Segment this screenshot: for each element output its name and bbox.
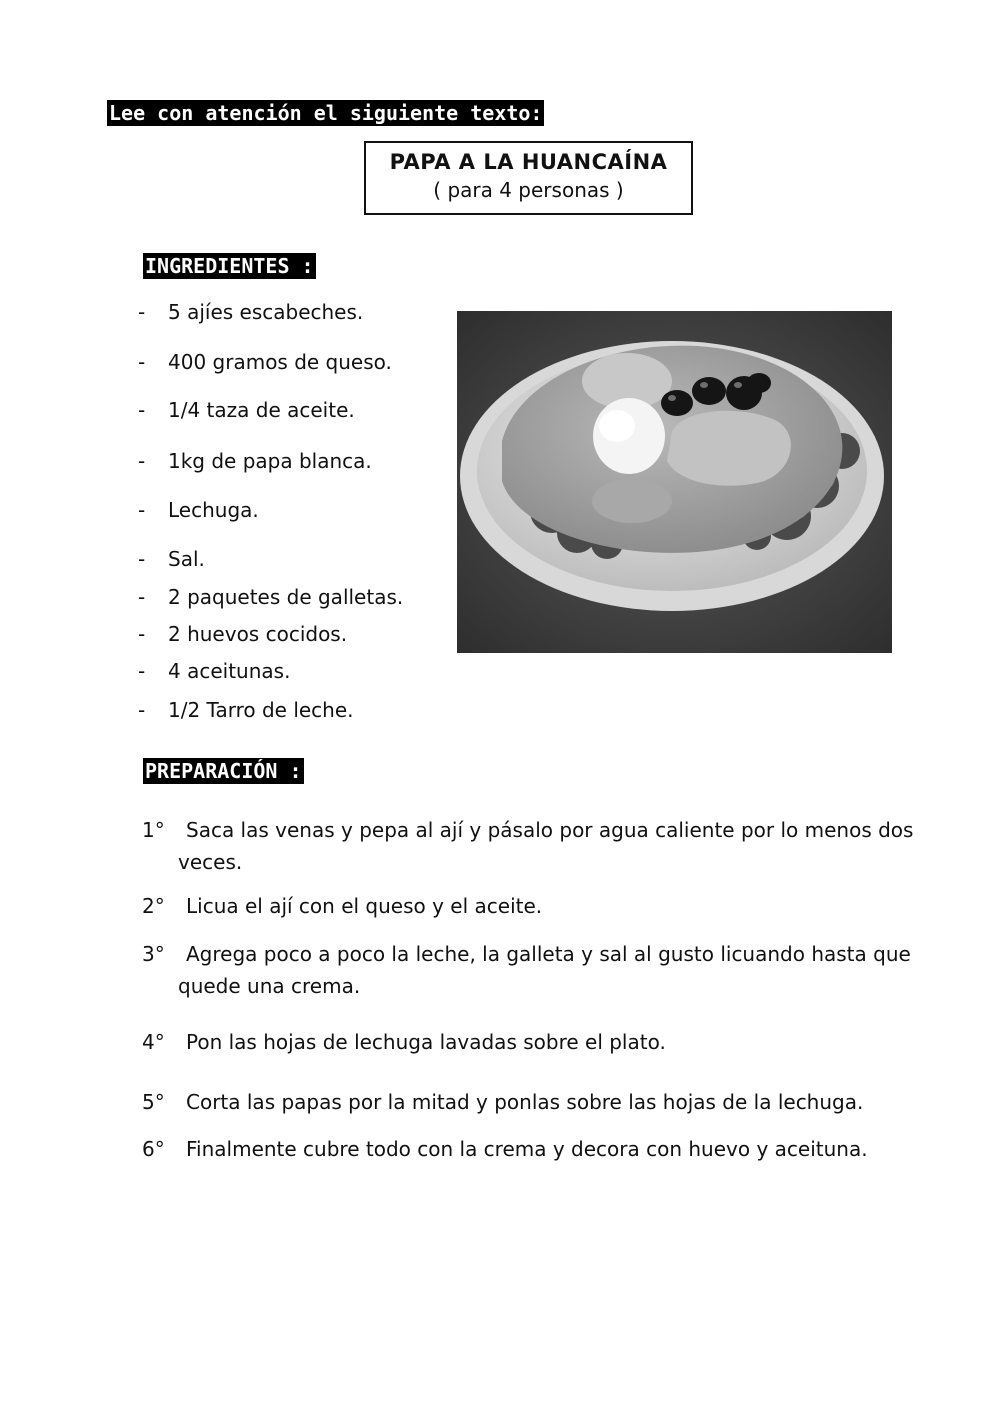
potato <box>592 479 672 523</box>
step-item: 1° Saca las venas y pepa al ají y pásalo por agua caliente por lo menos dos veces. <box>142 818 914 874</box>
recipe-title: PAPA A LA HUANCAÍNA <box>389 150 668 174</box>
recipe-title-box <box>364 141 693 215</box>
ingredient-item: - 2 huevos cocidos. <box>138 622 348 646</box>
ingredient-item: - 1/4 taza de aceite. <box>138 398 355 422</box>
dish-photo <box>457 311 892 653</box>
ingredient-item: - 1/2 Tarro de leche. <box>138 698 354 722</box>
instruction-label: Lee con atención el siguiente texto: <box>109 101 543 125</box>
ingredient-item: - 1kg de papa blanca. <box>138 449 372 473</box>
ingredient-item: - 4 aceitunas. <box>138 659 291 683</box>
step-item: 2° Licua el ají con el queso y el aceite. <box>142 894 543 918</box>
potato <box>667 411 791 486</box>
ingredient-item: - 5 ajíes escabeches. <box>138 300 364 324</box>
ingredient-item: - 2 paquetes de galletas. <box>138 585 404 609</box>
step-item: 4° Pon las hojas de lechuga lavadas sobre el plato. <box>142 1030 666 1054</box>
ingredients-heading: INGREDIENTES : <box>145 254 314 278</box>
step-item: 3° Agrega poco a poco la leche, la galleta y sal al gusto licuando hasta que quede una crema. <box>142 942 911 998</box>
recipe-servings: ( para 4 personas ) <box>433 178 624 202</box>
step-item: 5° Corta las papas por la mitad y ponlas sobre las hojas de la lechuga. <box>142 1090 864 1114</box>
ingredient-item: - 400 gramos de queso. <box>138 350 392 374</box>
ingredient-item: - Sal. <box>138 547 205 571</box>
step-item: 6° Finalmente cubre todo con la crema y decora con huevo y aceituna. <box>142 1137 868 1161</box>
preparation-heading: PREPARACIÓN : <box>145 759 302 783</box>
ingredient-item: - Lechuga. <box>138 498 259 522</box>
